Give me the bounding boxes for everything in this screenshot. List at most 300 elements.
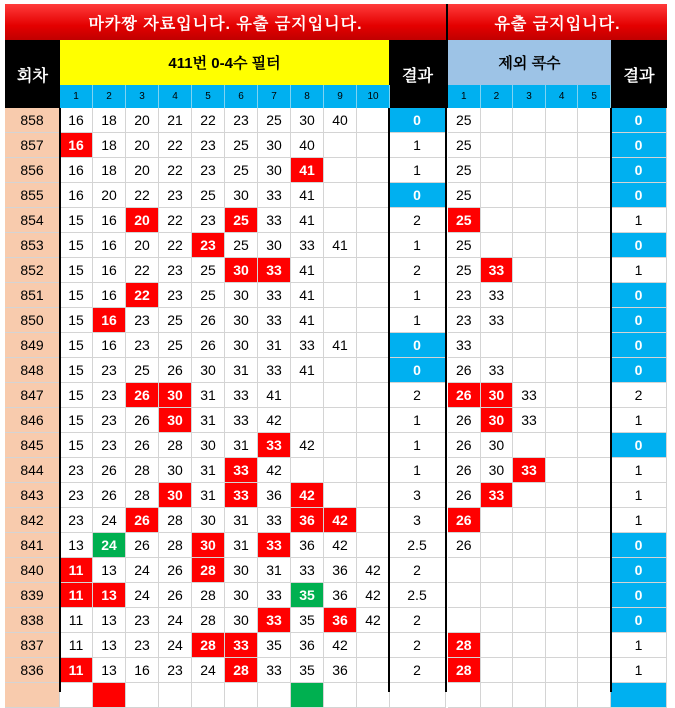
filter-cell: [357, 258, 390, 283]
exclude-cell: [513, 183, 546, 208]
filter-cell: [357, 358, 390, 383]
result2-cell: 0: [611, 183, 667, 208]
filter-cell: 23: [159, 283, 192, 308]
round-cell: 849: [5, 333, 60, 358]
filter-cell: 23: [126, 308, 159, 333]
exclude-col-header: 4: [546, 85, 579, 108]
exclude-cell: 26: [448, 483, 481, 508]
filter-cell: [357, 283, 390, 308]
round-cell: 857: [5, 133, 60, 158]
exclude-cell: [513, 508, 546, 533]
filter-cell: 22: [159, 133, 192, 158]
banner-left-title: 마카짱 자료입니다. 유출 금지입니다.: [5, 4, 446, 40]
exclude-cell: [546, 258, 579, 283]
exclude-cell: [546, 683, 579, 708]
exclude-cell: 33: [481, 283, 514, 308]
exclude-cell: 26: [448, 508, 481, 533]
exclude-cell: 26: [448, 408, 481, 433]
filter-cell: 11: [60, 658, 93, 683]
exclude-cell: [481, 533, 514, 558]
filter-cell: [258, 683, 291, 708]
filter-cell: [357, 208, 390, 233]
filter-cell: 33: [258, 658, 291, 683]
round-cell: 851: [5, 283, 60, 308]
exclude-cell: 25: [448, 258, 481, 283]
filter-cell: [192, 683, 225, 708]
filter-cell: [357, 133, 390, 158]
filter-cell: 16: [60, 158, 93, 183]
filter-cell: 33: [291, 333, 324, 358]
filter-cell: 23: [192, 158, 225, 183]
filter-cell: 25: [159, 308, 192, 333]
filter-cell: 24: [126, 558, 159, 583]
filter-cell: 41: [291, 358, 324, 383]
exclude-cell: [481, 208, 514, 233]
filter-cell: 26: [93, 458, 126, 483]
filter-col-header: 1: [60, 85, 93, 108]
filter-cell: 36: [258, 483, 291, 508]
exclude-cell: [578, 633, 611, 658]
exclude-col-header: 2: [481, 85, 514, 108]
filter-cell: 42: [357, 558, 390, 583]
exclude-cell: [513, 433, 546, 458]
filter-cell: 16: [93, 308, 126, 333]
result2-cell: 0: [611, 308, 667, 333]
filter-cell: [357, 383, 390, 408]
exclude-cell: [481, 658, 514, 683]
exclude-cell: [578, 233, 611, 258]
filter-cell: 31: [192, 483, 225, 508]
exclude-cell: [513, 683, 546, 708]
round-cell: 841: [5, 533, 60, 558]
filter-cell: 22: [126, 258, 159, 283]
result2-cell: 0: [611, 133, 667, 158]
filter-cell: 42: [324, 533, 357, 558]
exclude-cell: [513, 583, 546, 608]
filter-cell: 13: [93, 608, 126, 633]
filter-cell: [357, 158, 390, 183]
filter-cell: 15: [60, 433, 93, 458]
filter-cell: 41: [258, 383, 291, 408]
filter-cell: 23: [60, 483, 93, 508]
filter-cell: 11: [60, 633, 93, 658]
exclude-cell: [546, 208, 579, 233]
filter-cell: 42: [324, 633, 357, 658]
filter-cell: 31: [225, 533, 258, 558]
filter-cell: 36: [291, 508, 324, 533]
filter-cell: 11: [60, 583, 93, 608]
exclude-cell: [448, 558, 481, 583]
exclude-cell: [546, 508, 579, 533]
filter-cell: 18: [93, 133, 126, 158]
filter-cell: 41: [291, 158, 324, 183]
filter-cell: 26: [159, 558, 192, 583]
exclude-cell: 23: [448, 283, 481, 308]
filter-cell: 42: [291, 483, 324, 508]
filter-cell: 22: [159, 208, 192, 233]
result2-cell: 1: [611, 658, 667, 683]
filter-cell: 42: [357, 583, 390, 608]
column-divider: [388, 108, 390, 692]
exclude-cell: 28: [448, 633, 481, 658]
filter-cell: 42: [291, 433, 324, 458]
filter-cell: 20: [126, 233, 159, 258]
filter-cell: 41: [291, 183, 324, 208]
filter-cell: 33: [258, 583, 291, 608]
filter-cell: 25: [192, 283, 225, 308]
exclude-cell: [546, 458, 579, 483]
filter-cell: 23: [192, 233, 225, 258]
filter-cell: 31: [192, 408, 225, 433]
exclude-cell: [481, 508, 514, 533]
filter-cell: 18: [93, 158, 126, 183]
exclude-cell: [546, 558, 579, 583]
exclude-cell: [546, 108, 579, 133]
filter-cell: 26: [93, 483, 126, 508]
filter-cell: [357, 408, 390, 433]
filter-cell: 28: [159, 433, 192, 458]
exclude-cell: 26: [448, 433, 481, 458]
round-cell: 840: [5, 558, 60, 583]
exclude-cell: [578, 208, 611, 233]
filter-cell: 16: [60, 108, 93, 133]
filter-cell: 41: [324, 233, 357, 258]
filter-col-header: 6: [225, 85, 258, 108]
filter-cell: 30: [225, 608, 258, 633]
result1-cell: 1: [389, 283, 446, 308]
filter-cell: 35: [291, 658, 324, 683]
filter-cell: 25: [225, 233, 258, 258]
filter-cell: [324, 283, 357, 308]
filter-cell: 28: [225, 658, 258, 683]
exclude-cell: 33: [513, 383, 546, 408]
result1-cell: 2.5: [389, 583, 446, 608]
filter-cell: 41: [324, 333, 357, 358]
exclude-cell: [578, 358, 611, 383]
filter-cell: 28: [126, 483, 159, 508]
filter-cell: 36: [324, 608, 357, 633]
exclude-col-header: 5: [578, 85, 611, 108]
round-cell: 843: [5, 483, 60, 508]
filter-cell: 33: [225, 633, 258, 658]
filter-cell: 23: [225, 108, 258, 133]
exclude-cell: [578, 183, 611, 208]
filter-cell: 28: [192, 583, 225, 608]
filter-cell: 23: [126, 333, 159, 358]
filter-col-header: 4: [159, 85, 192, 108]
exclude-cell: [578, 258, 611, 283]
filter-cell: 13: [93, 583, 126, 608]
result2-cell: 0: [611, 333, 667, 358]
filter-col-header: 9: [324, 85, 357, 108]
filter-cell: 20: [126, 108, 159, 133]
filter-cell: [291, 408, 324, 433]
filter-cell: 25: [225, 133, 258, 158]
column-divider: [445, 108, 447, 692]
filter-cell: 13: [93, 558, 126, 583]
filter-cell: 40: [324, 108, 357, 133]
round-cell: 847: [5, 383, 60, 408]
exclude-cell: [546, 658, 579, 683]
filter-cell: 30: [192, 533, 225, 558]
round-cell: 858: [5, 108, 60, 133]
filter-cell: 15: [60, 358, 93, 383]
filter-cell: 33: [258, 258, 291, 283]
result2-cell: 2: [611, 383, 667, 408]
filter-cell: 23: [93, 433, 126, 458]
result1-cell: 2: [389, 658, 446, 683]
filter-cell: [357, 108, 390, 133]
exclude-cell: [513, 133, 546, 158]
exclude-cell: [578, 383, 611, 408]
filter-cell: 33: [258, 183, 291, 208]
filter-cell: 30: [159, 408, 192, 433]
filter-cell: 28: [159, 508, 192, 533]
exclude-cell: 30: [481, 383, 514, 408]
column-divider: [59, 108, 61, 692]
filter-cell: 23: [159, 258, 192, 283]
filter-cell: 26: [126, 383, 159, 408]
result1-cell: 0: [389, 183, 446, 208]
exclude-cell: [481, 133, 514, 158]
filter-cell: 31: [192, 383, 225, 408]
filter-cell: 31: [225, 433, 258, 458]
result1-cell: 3: [389, 483, 446, 508]
exclude-cell: [578, 433, 611, 458]
exclude-cell: [546, 583, 579, 608]
filter-cell: 15: [60, 333, 93, 358]
filter-cell: 20: [126, 133, 159, 158]
exclude-cell: 30: [481, 408, 514, 433]
result1-header: 결과: [389, 40, 446, 108]
result2-cell: 1: [611, 508, 667, 533]
round-cell: 838: [5, 608, 60, 633]
result1-cell: 1: [389, 308, 446, 333]
filter-col-header: 3: [126, 85, 159, 108]
result2-cell: 0: [611, 583, 667, 608]
exclude-cell: 25: [448, 108, 481, 133]
filter-cell: 33: [225, 408, 258, 433]
filter-cell: 22: [192, 108, 225, 133]
filter-cell: 35: [258, 633, 291, 658]
filter-cell: 36: [324, 658, 357, 683]
filter-cell: 30: [225, 558, 258, 583]
exclude-cell: 30: [481, 458, 514, 483]
filter-cell: [357, 333, 390, 358]
result1-cell: 2: [389, 558, 446, 583]
result1-cell: 3: [389, 508, 446, 533]
exclude-cell: [578, 283, 611, 308]
filter-cell: [324, 258, 357, 283]
filter-cell: 15: [60, 258, 93, 283]
filter-cell: [324, 408, 357, 433]
filter-col-header: 8: [291, 85, 324, 108]
banner-right-title: 유출 금지입니다.: [448, 4, 667, 40]
filter-cell: [324, 433, 357, 458]
exclude-cell: [546, 433, 579, 458]
filter-cell: 33: [291, 233, 324, 258]
exclude-cell: 28: [448, 658, 481, 683]
exclude-cell: 25: [448, 233, 481, 258]
result2-cell: [611, 683, 667, 708]
round-cell: 853: [5, 233, 60, 258]
round-cell: 845: [5, 433, 60, 458]
exclude-cell: [513, 633, 546, 658]
round-cell: [5, 683, 60, 708]
filter-cell: 16: [93, 283, 126, 308]
result1-cell: 2: [389, 383, 446, 408]
filter-cell: 25: [225, 208, 258, 233]
exclude-col-header: 1: [448, 85, 481, 108]
round-cell: 854: [5, 208, 60, 233]
filter-cell: 30: [192, 508, 225, 533]
filter-cell: 23: [126, 608, 159, 633]
result1-cell: 2: [389, 258, 446, 283]
filter-cell: [357, 433, 390, 458]
filter-cell: [357, 458, 390, 483]
result1-cell: 1: [389, 458, 446, 483]
filter-cell: 31: [225, 508, 258, 533]
exclude-cell: [578, 583, 611, 608]
exclude-cell: [481, 558, 514, 583]
filter-cell: 31: [258, 333, 291, 358]
filter-cell: 16: [93, 208, 126, 233]
filter-cell: 33: [258, 533, 291, 558]
filter-cell: 24: [192, 658, 225, 683]
filter-cell: [357, 308, 390, 333]
exclude-cell: [513, 658, 546, 683]
filter-cell: 28: [192, 608, 225, 633]
filter-cell: 31: [225, 358, 258, 383]
filter-cell: 16: [60, 183, 93, 208]
filter-cell: [357, 183, 390, 208]
round-cell: 855: [5, 183, 60, 208]
filter-cell: 30: [192, 433, 225, 458]
result2-cell: 1: [611, 258, 667, 283]
exclude-cell: [481, 333, 514, 358]
filter-cell: 36: [291, 633, 324, 658]
exclude-cell: [513, 283, 546, 308]
exclude-cell: [513, 333, 546, 358]
filter-cell: 20: [126, 158, 159, 183]
filter-cell: 33: [258, 358, 291, 383]
exclude-cell: [578, 683, 611, 708]
round-cell: 844: [5, 458, 60, 483]
round-cell: 836: [5, 658, 60, 683]
exclude-cell: 33: [513, 458, 546, 483]
filter-col-header: 5: [192, 85, 225, 108]
filter-cell: 30: [159, 383, 192, 408]
exclude-cell: [578, 483, 611, 508]
result2-cell: 0: [611, 358, 667, 383]
result2-cell: 1: [611, 458, 667, 483]
filter-cell: [324, 383, 357, 408]
round-cell: 842: [5, 508, 60, 533]
filter-cell: [357, 658, 390, 683]
filter-cell: 33: [258, 283, 291, 308]
round-header: 회차: [5, 40, 60, 108]
filter-cell: 15: [60, 233, 93, 258]
filter-cell: 26: [126, 408, 159, 433]
filter-cell: 30: [225, 283, 258, 308]
column-divider: [610, 108, 612, 692]
filter-cell: 30: [225, 183, 258, 208]
exclude-cell: [578, 333, 611, 358]
filter-cell: [291, 383, 324, 408]
filter-cell: 35: [291, 583, 324, 608]
filter-col-header: 2: [93, 85, 126, 108]
filter-cell: 30: [225, 308, 258, 333]
filter-cell: 36: [324, 558, 357, 583]
filter-cell: 25: [192, 183, 225, 208]
filter-cell: 33: [225, 483, 258, 508]
filter-cell: 16: [60, 133, 93, 158]
filter-cell: 42: [357, 608, 390, 633]
filter-cell: 33: [258, 208, 291, 233]
exclude-col-header: 3: [513, 85, 546, 108]
filter-cell: [357, 508, 390, 533]
exclude-cell: [481, 608, 514, 633]
exclude-cell: [513, 533, 546, 558]
filter-cell: 15: [60, 308, 93, 333]
filter-cell: 30: [291, 108, 324, 133]
exclude-cell: [513, 108, 546, 133]
filter-cell: 30: [159, 483, 192, 508]
exclude-cell: [448, 583, 481, 608]
filter-cell: 26: [159, 583, 192, 608]
filter-cell: 24: [159, 608, 192, 633]
filter-cell: 18: [93, 108, 126, 133]
result2-cell: 1: [611, 483, 667, 508]
exclude-cell: [578, 558, 611, 583]
filter-cell: 11: [60, 608, 93, 633]
exclude-cell: [546, 283, 579, 308]
exclude-cell: [578, 658, 611, 683]
exclude-title: 제외 콕수: [448, 40, 611, 85]
round-cell: 846: [5, 408, 60, 433]
result1-cell: 1: [389, 158, 446, 183]
result2-cell: 0: [611, 108, 667, 133]
exclude-cell: [481, 233, 514, 258]
result1-cell: 2: [389, 608, 446, 633]
exclude-cell: 26: [448, 383, 481, 408]
filter-cell: 20: [93, 183, 126, 208]
exclude-cell: [578, 108, 611, 133]
exclude-cell: 25: [448, 158, 481, 183]
filter-cell: 33: [225, 458, 258, 483]
filter-cell: 24: [93, 533, 126, 558]
exclude-cell: [481, 633, 514, 658]
result1-cell: 1: [389, 408, 446, 433]
filter-cell: 42: [324, 508, 357, 533]
round-cell: 850: [5, 308, 60, 333]
filter-cell: 25: [159, 333, 192, 358]
filter-cell: [93, 683, 126, 708]
filter-cell: 23: [93, 383, 126, 408]
exclude-cell: [546, 408, 579, 433]
filter-cell: [324, 133, 357, 158]
exclude-cell: 23: [448, 308, 481, 333]
filter-cell: [324, 683, 357, 708]
filter-cell: 33: [291, 558, 324, 583]
exclude-cell: [546, 383, 579, 408]
filter-cell: 31: [192, 458, 225, 483]
result1-cell: [389, 683, 446, 708]
exclude-cell: [578, 608, 611, 633]
exclude-cell: 25: [448, 208, 481, 233]
exclude-cell: 30: [481, 433, 514, 458]
filter-cell: 15: [60, 283, 93, 308]
